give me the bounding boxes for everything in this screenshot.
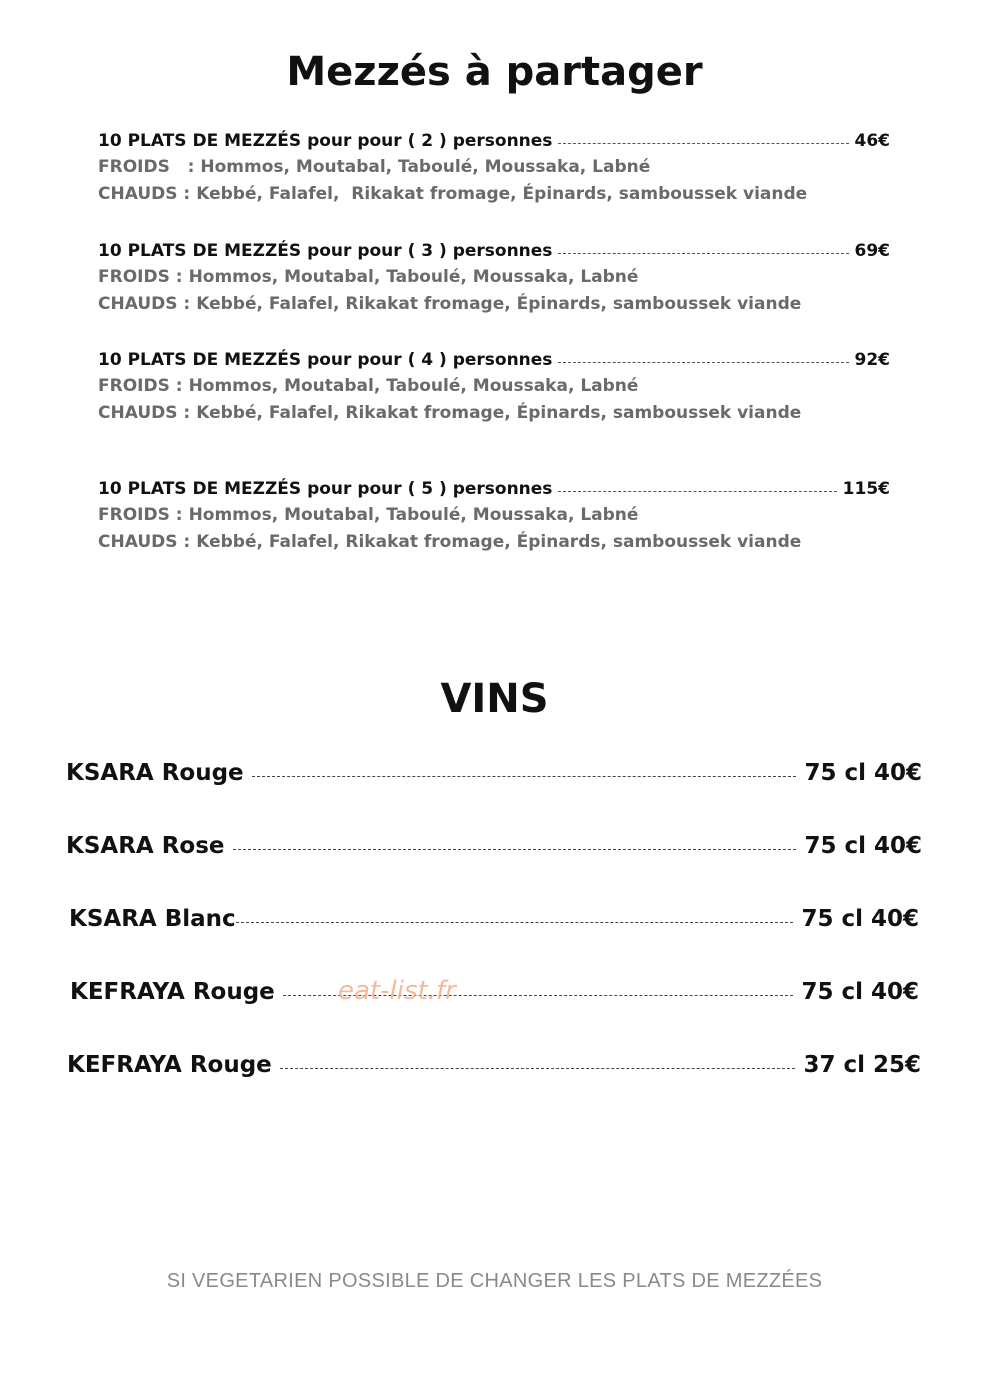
wine-item (70, 975, 919, 1009)
mezze-hot-line (98, 291, 890, 318)
mezze-offer-price: 115€ (842, 479, 890, 499)
cold-label: FROIDS : (98, 267, 183, 287)
wine-item (66, 756, 922, 790)
cold-label: FROIDS : (98, 376, 183, 396)
mezze-offer (98, 128, 890, 208)
mezze-cold-line (98, 154, 890, 181)
wine-volume-price: 75 cl 40€ (801, 979, 919, 1005)
mezze-offer-heading-row (98, 347, 890, 373)
wine-volume-price: 37 cl 25€ (803, 1052, 921, 1078)
mezze-hot-line (98, 400, 890, 427)
mezze-offer-heading-row (98, 476, 890, 502)
hot-label: CHAUDS : (98, 532, 191, 552)
mezzes-title: Mezzés à partager (286, 49, 703, 95)
mezze-offer (98, 476, 890, 556)
cold-items: Hommos, Moutabal, Taboulé, Moussaka, Labné (188, 376, 639, 396)
dotted-leader (558, 253, 848, 254)
mezze-hot-line (98, 529, 890, 556)
hot-items: Kebbé, Falafel, Rikakat fromage, Épinards, samboussek viande (196, 403, 802, 423)
mezze-offer (98, 238, 890, 318)
dotted-leader (252, 776, 797, 777)
dotted-leader (233, 849, 797, 850)
dotted-leader (558, 362, 848, 363)
mezze-offer-price: 46€ (854, 131, 890, 151)
wine-name: KSARA Rouge (66, 760, 244, 786)
mezze-offer-heading-row (98, 238, 890, 264)
mezze-offer-heading-row (98, 128, 890, 154)
wine-name: KSARA Blanc (69, 906, 236, 932)
wine-item (67, 1048, 921, 1082)
mezze-offer-heading: 10 PLATS DE MEZZÉS pour pour ( 4 ) personnes (98, 350, 553, 370)
vegetarian-note: SI VEGETARIEN POSSIBLE DE CHANGER LES PLATS DE MEZZÉES (166, 1270, 823, 1292)
mezze-cold-line (98, 264, 890, 291)
mezze-offer-heading: 10 PLATS DE MEZZÉS pour pour ( 2 ) personnes (98, 131, 553, 151)
cold-label: FROIDS : (98, 505, 183, 525)
hot-items: Kebbé, Falafel, Rikakat fromage, Épinards, samboussek viande (196, 294, 802, 314)
mezze-offer-heading: 10 PLATS DE MEZZÉS pour pour ( 5 ) personnes (98, 479, 553, 499)
mezze-cold-line (98, 502, 890, 529)
cold-items: Hommos, Moutabal, Taboulé, Moussaka, Labné (188, 267, 639, 287)
wine-item (66, 829, 922, 863)
dotted-leader (558, 491, 836, 492)
wine-volume-price: 75 cl 40€ (804, 833, 922, 859)
mezze-cold-line (98, 373, 890, 400)
wine-name: KEFRAYA Rouge (67, 1052, 272, 1078)
hot-label: CHAUDS : (98, 403, 191, 423)
mezze-offer-heading: 10 PLATS DE MEZZÉS pour pour ( 3 ) personnes (98, 241, 553, 261)
dotted-leader (280, 1068, 796, 1069)
mezze-offer (98, 347, 890, 427)
wine-name: KEFRAYA Rouge (70, 979, 275, 1005)
wine-volume-price: 75 cl 40€ (801, 906, 919, 932)
hot-items: Kebbé, Falafel, Rikakat fromage, Épinards, samboussek viande (196, 532, 802, 552)
hot-label: CHAUDS : (98, 294, 191, 314)
dotted-leader (236, 922, 794, 923)
dotted-leader (558, 143, 848, 144)
wine-volume-price: 75 cl 40€ (804, 760, 922, 786)
wine-name: KSARA Rose (66, 833, 225, 859)
mezze-offer-price: 69€ (854, 241, 890, 261)
mezze-hot-line (98, 181, 890, 208)
wine-item (69, 902, 919, 936)
watermark: eat-list.fr (338, 976, 456, 1006)
cold-label: FROIDS : (98, 157, 195, 177)
hot-items: Kebbé, Falafel, Rikakat fromage, Épinards, samboussek viande (196, 184, 808, 204)
hot-label: CHAUDS : (98, 184, 191, 204)
cold-items: Hommos, Moutabal, Taboulé, Moussaka, Labné (188, 505, 639, 525)
mezze-offer-price: 92€ (854, 350, 890, 370)
vins-title: VINS (440, 676, 549, 722)
cold-items: Hommos, Moutabal, Taboulé, Moussaka, Labné (200, 157, 651, 177)
